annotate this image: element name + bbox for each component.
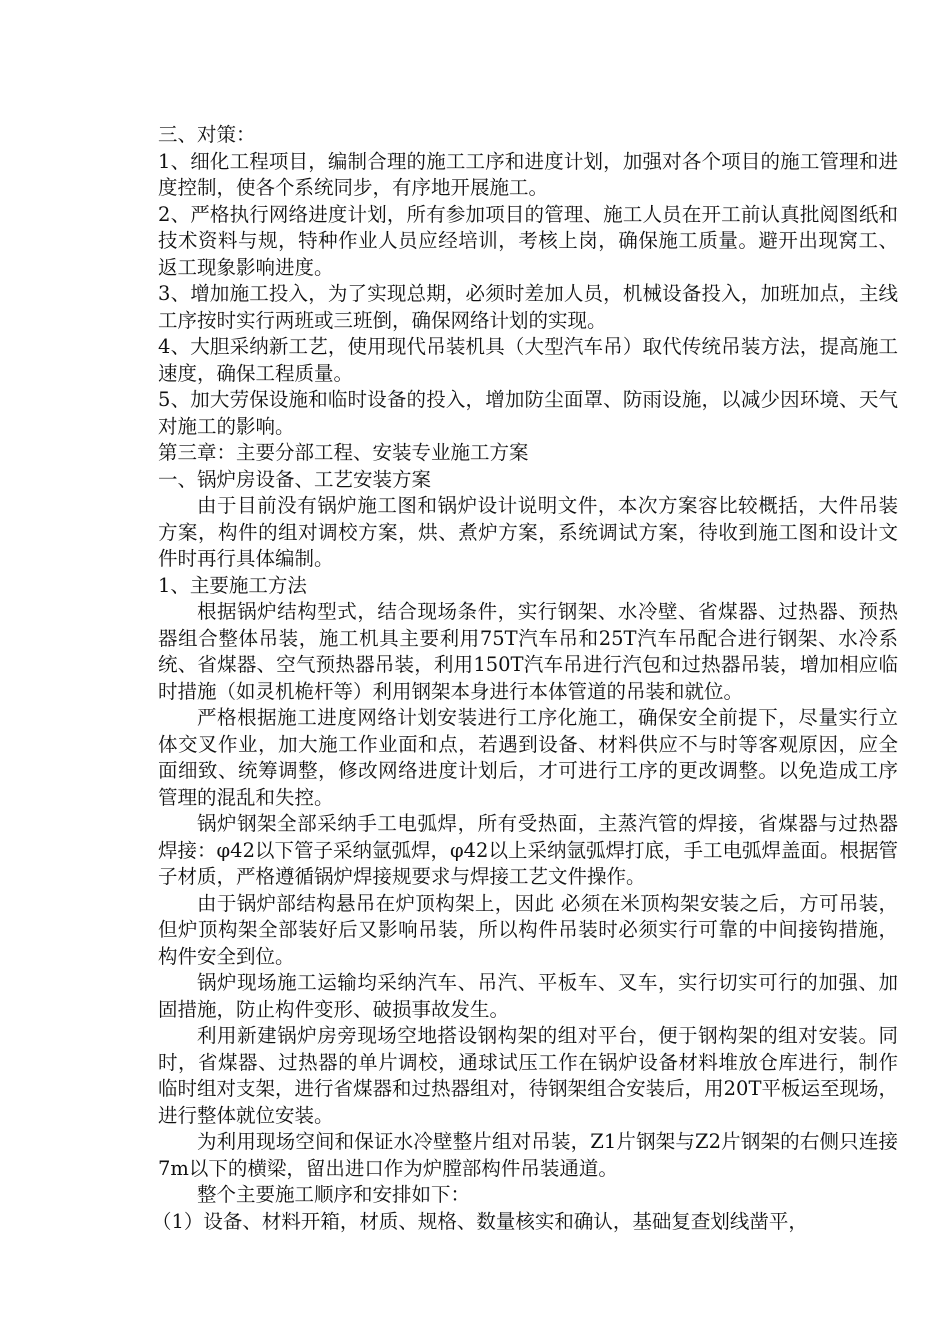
paragraph-sequence-intro: 整个主要施工顺序和安排如下： bbox=[197, 1183, 471, 1206]
paragraph-item-2: 2、严格执行网络进度计划，所有参加项目的管理、施工人员在开工前认真批阅图纸和技术资料与规，特种作业人员应经培训，考核上岗，确保施工质量。避开出现窝工、返工现象影响进度。 bbox=[158, 202, 898, 279]
paragraph-item-4: 4、大胆采纳新工艺，使用现代吊装机具（大型汽车吊）取代传统吊装方法，提高施工速度，确保工程质量。 bbox=[158, 335, 898, 385]
paragraph-transport: 锅炉现场施工运输均采纳汽车、吊汽、平板车、叉车，实行切实可行的加强、加固措施，防止构件变形、破损事故发生。 bbox=[158, 971, 898, 1021]
paragraph-hoisting: 由于锅炉部结构悬吊在炉顶构架上，因此 必须在米顶构架安装之后，方可吊装，但炉顶构架全部装好后又影响吊装，所以构件吊装时必须实行可靠的中间接钩措施，构件安全到位。 bbox=[158, 891, 898, 968]
document-body bbox=[152, 122, 898, 1235]
section-heading-countermeasures: 三、对策： bbox=[158, 123, 256, 146]
paragraph-item-1: 1、细化工程项目，编制合理的施工工序和进度计划，加强对各个项目的施工管理和进度控制，使各个系统同步，有序地开展施工。 bbox=[158, 149, 898, 199]
subsection-heading-methods: 1、主要施工方法 bbox=[158, 573, 307, 597]
chapter-heading: 第三章：主要分部工程、安装专业施工方案 bbox=[158, 441, 529, 464]
paragraph-welding: 锅炉钢架全部采纳手工电弧焊，所有受热面，主蒸汽管的焊接，省煤器与过热器焊接：φ42以下管子采纳氩弧焊，φ42以上采纳氩弧焊打底，手工电弧焊盖面。根据管子材质，严格遵循锅炉焊接规要求与焊接工艺文件操作。 bbox=[158, 812, 898, 888]
paragraph-assembly-platform: 利用新建锅炉房旁现场空地搭设钢构架的组对平台，便于钢构架的组对安装。同时，省煤器、过热器的单片调校，通球试压工作在锅炉设备材料堆放仓库进行，制作临时组对支架，进行省煤器和过热器组对，待钢架组合安装后，用20T平板运至现场，进行整体就位安装。 bbox=[158, 1024, 898, 1127]
paragraph-item-5: 5、加大劳保设施和临时设备的投入，增加防尘面罩、防雨设施，以减少因环境、天气对施工的影响。 bbox=[158, 388, 898, 438]
paragraph-methods-1: 根据锅炉结构型式，结合现场条件，实行钢架、水冷壁、省煤器、过热器、预热器组合整体吊装，施工机具主要利用75T汽车吊和25T汽车吊配合进行钢架、水冷系统、省煤器、空气预热器吊装，利用150T汽车吊进行汽包和过热器吊装，增加相应临时措施（如灵机桅杆等）利用钢架本身进行本体管道的吊装和就位。 bbox=[158, 600, 898, 703]
paragraph-methods-2: 严格根据施工进度网络计划安装进行工序化施工，确保安全前提下，尽量实行立体交叉作业，加大施工作业面和点，若遇到设备、材料供应不与时等客观原因，应全面细致、统筹调整，修改网络进度计划后，才可进行工序的更改调整。以免造成工序管理的混乱和失控。 bbox=[158, 706, 898, 809]
paragraph-steel-frame: 为利用现场空间和保证水冷壁整片组对吊装，Z1片钢架与Z2片钢架的右侧只连接7m以下的横梁，留出进口作为炉膛部构件吊装通道。 bbox=[158, 1130, 898, 1180]
paragraph-sequence-step-1: （1）设备、材料开箱，材质、规格、数量核实和确认，基础复查划线凿平， bbox=[152, 1209, 808, 1233]
paragraph-intro: 由于目前没有锅炉施工图和锅炉设计说明文件，本次方案容比较概括，大件吊装方案，构件的组对调校方案，烘、煮炉方案，系统调试方案，待收到施工图和设计文件时再行具体编制。 bbox=[158, 494, 898, 570]
paragraph-item-3: 3、增加施工投入，为了实现总期，必须时差加人员，机械设备投入，加班加点，主线工序按时实行两班或三班倒，确保网络计划的实现。 bbox=[158, 282, 898, 332]
section-heading-boiler-room: 一、锅炉房设备、工艺安装方案 bbox=[158, 467, 432, 491]
